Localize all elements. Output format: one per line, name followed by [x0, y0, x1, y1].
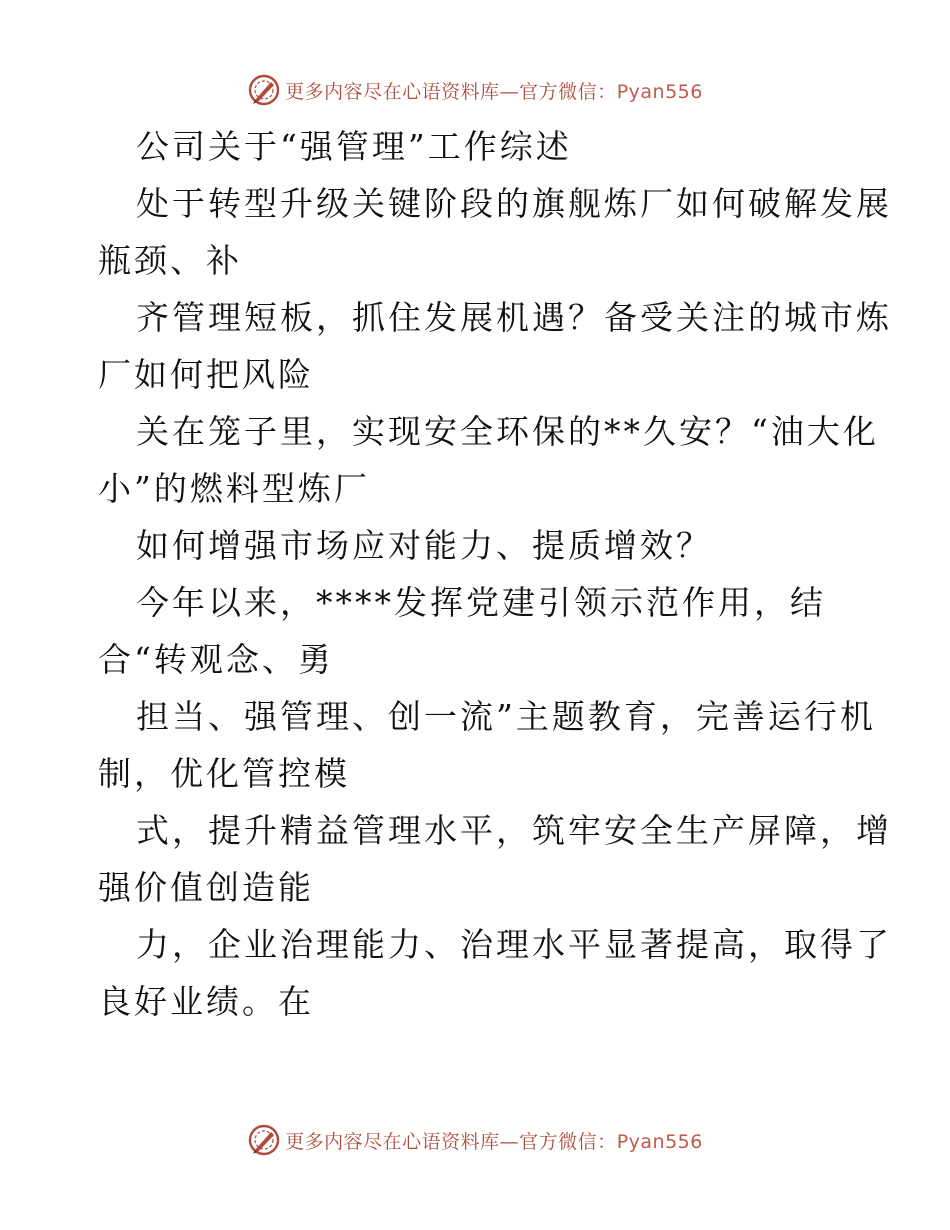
banner-dash: — — [499, 80, 520, 103]
text-line: 力，企业治理能力、治理水平显著提高，取得了 — [136, 925, 892, 964]
banner-main: 更多内容尽在心语资料库 — [285, 1130, 500, 1153]
pen-logo-icon — [247, 1123, 281, 1157]
banner-wechat-id: Pyan556 — [616, 80, 703, 103]
header-watermark — [0, 70, 950, 110]
banner-text — [285, 1127, 703, 1154]
footer-watermark — [0, 1120, 950, 1160]
text-line: 齐管理短板，抓住发展机遇？备受关注的城市炼 — [136, 298, 892, 337]
banner-wechat-id: Pyan556 — [616, 1130, 703, 1153]
banner-label: 官方微信： — [519, 1130, 617, 1153]
banner-text — [285, 77, 703, 104]
text-line: 处于转型升级关键阶段的旗舰炼厂如何破解发展 — [136, 184, 892, 223]
text-line: 式，提升精益管理水平，筑牢安全生产屏障，增 — [136, 811, 892, 850]
text-line: 今年以来，****发挥党建引领示范作用，结 — [136, 583, 826, 622]
banner-label: 官方微信： — [519, 80, 617, 103]
text-line: 良好业绩。在 — [98, 982, 314, 1021]
banner-main: 更多内容尽在心语资料库 — [285, 80, 500, 103]
document-body — [98, 118, 892, 1030]
text-line: 担当、强管理、创一流”主题教育，完善运行机 — [136, 697, 876, 736]
text-line: 强价值创造能 — [98, 868, 314, 907]
text-line: 小”的燃料型炼厂 — [98, 469, 370, 508]
text-line: 瓶颈、补 — [98, 241, 242, 280]
document-title: 公司关于“强管理”工作综述 — [136, 127, 572, 166]
text-line: 制，优化管控模 — [98, 754, 350, 793]
text-line: 厂如何把风险 — [98, 355, 314, 394]
text-line: 合“转观念、勇 — [98, 640, 334, 679]
pen-logo-icon — [247, 73, 281, 107]
banner-dash: — — [499, 1130, 520, 1153]
text-line: 关在笼子里，实现安全环保的**久安？“油大化 — [136, 412, 879, 451]
text-line: 如何增强市场应对能力、提质增效？ — [136, 526, 712, 565]
